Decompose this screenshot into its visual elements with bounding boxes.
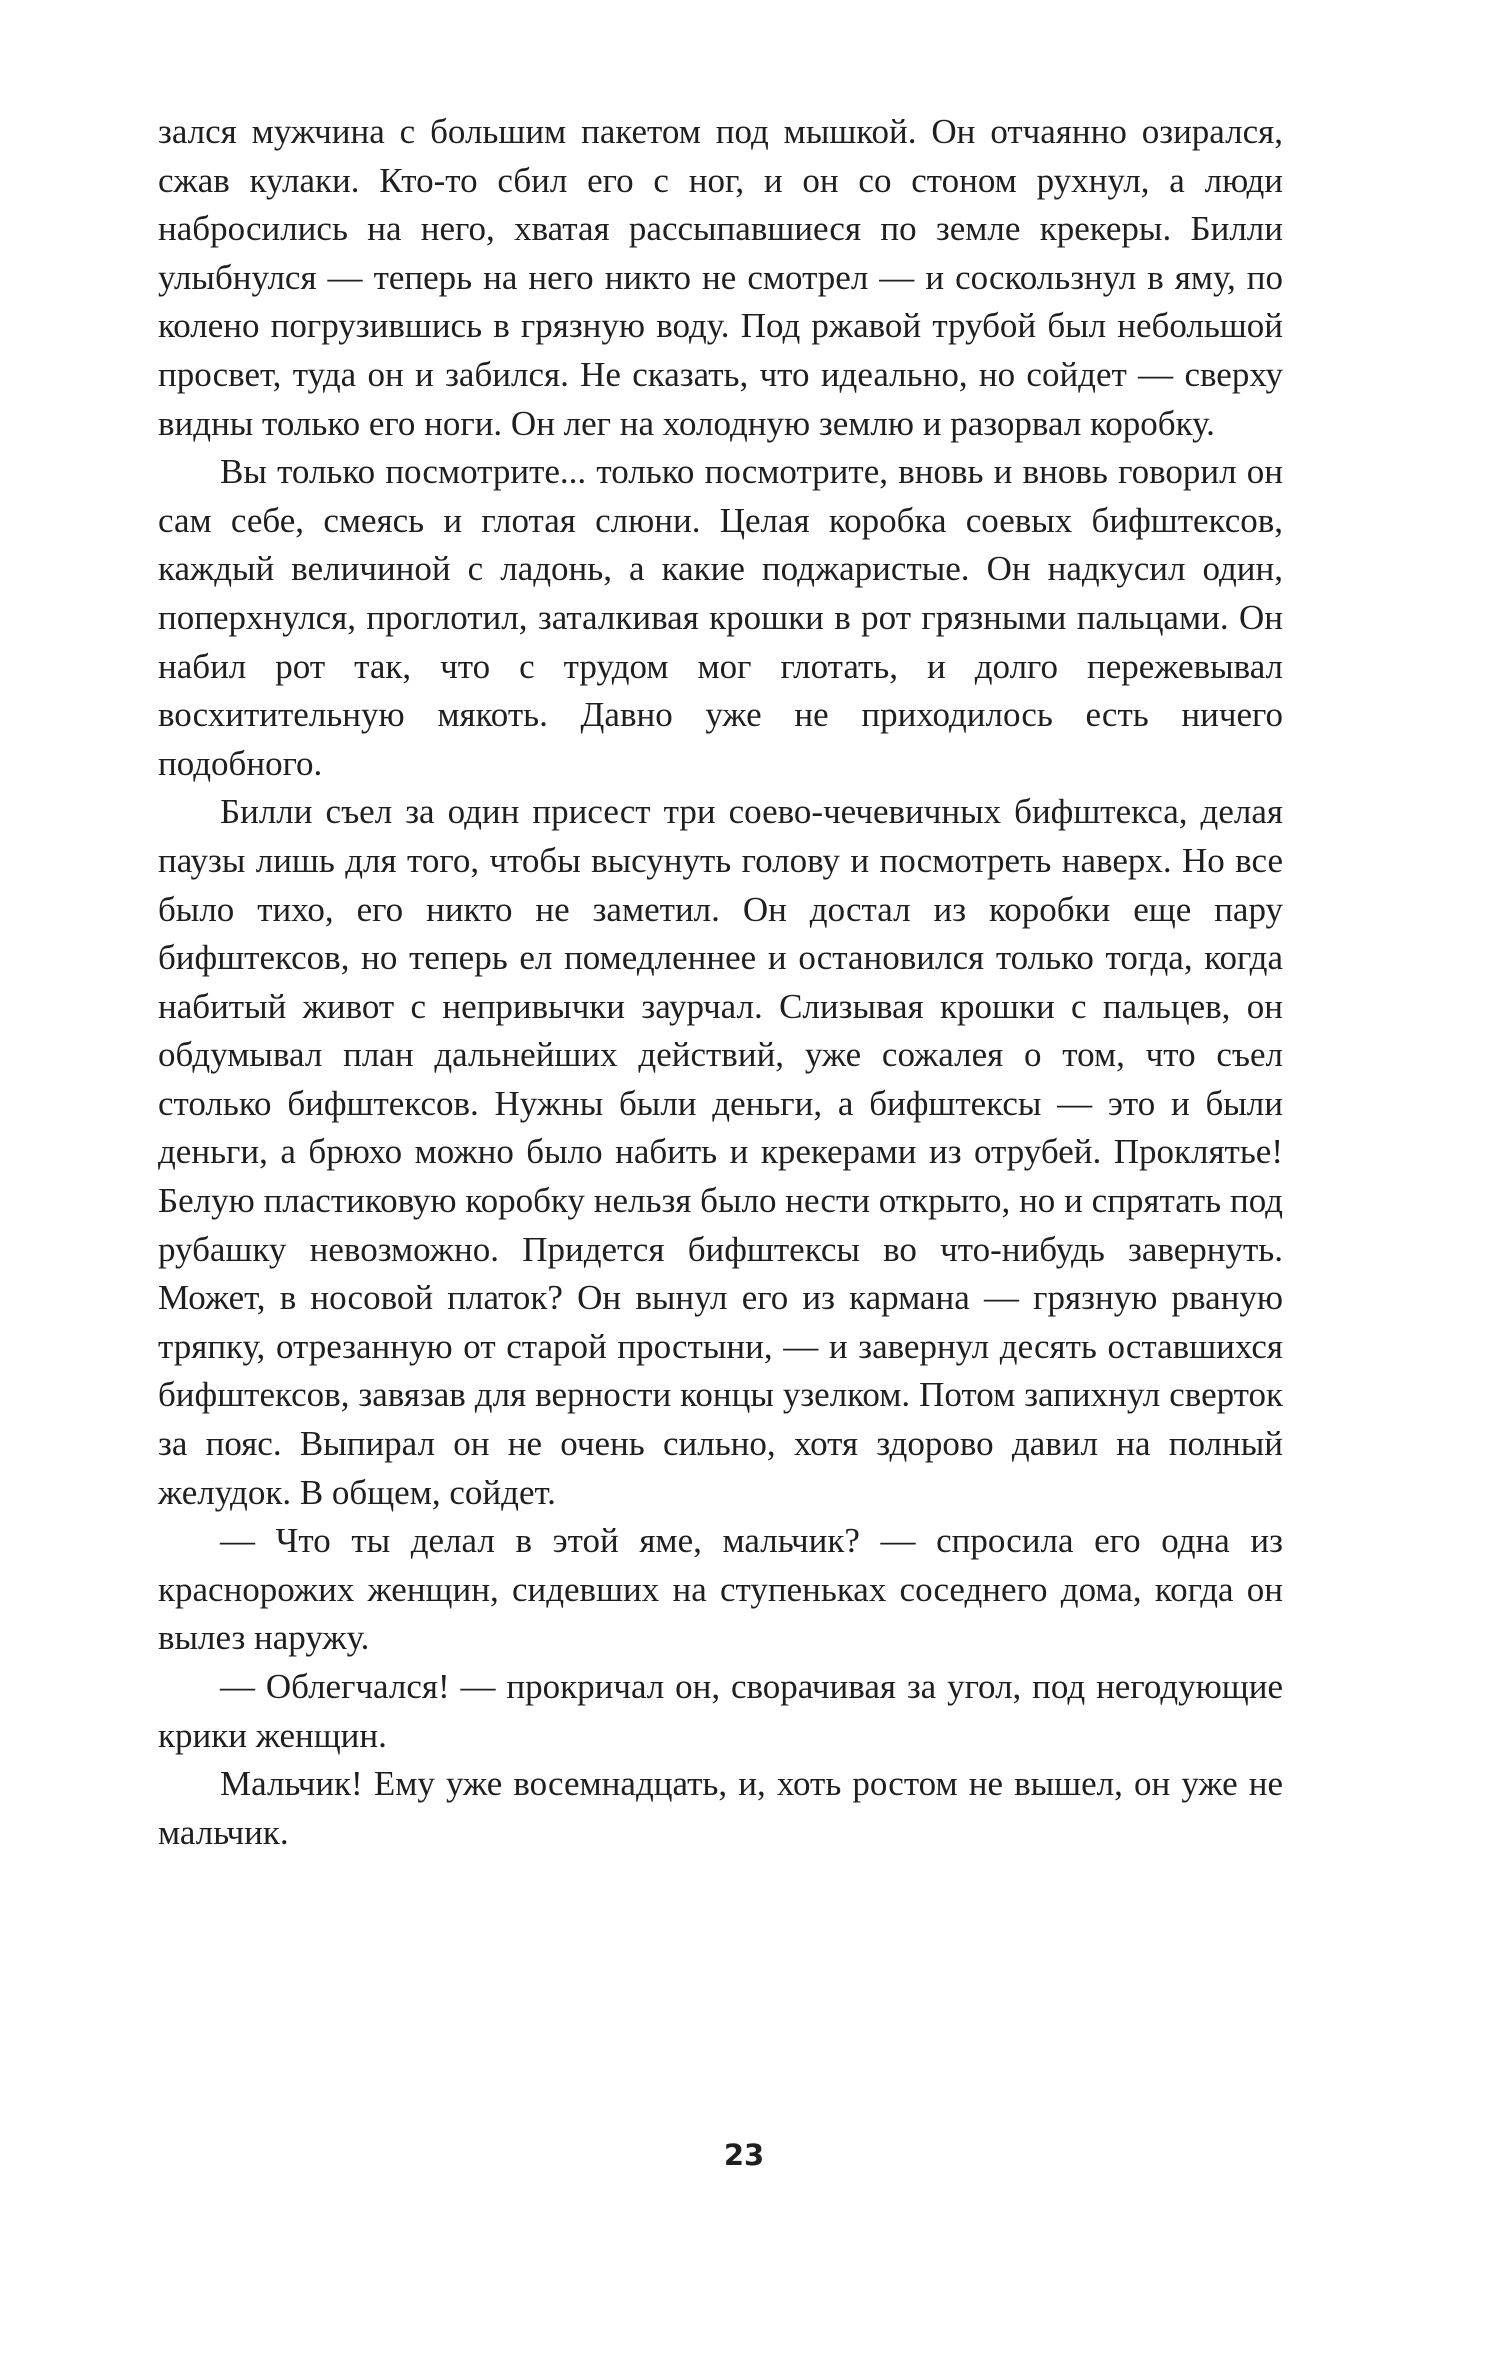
page-number: 23 — [723, 2138, 765, 2172]
paragraph-not-a-boy: Мальчик! Ему уже восемнадцать, и, хоть ростом не вышел, он уже не мальчик. — [158, 1764, 1283, 1852]
paragraph-billy-ate: Билли съел за один присест три соево-чечевичных бифштекса, делая паузы лишь для того, чтобы высунуть голову и посмотреть наверх. Но все было тихо, его никто не заметил. Он достал из коробки еще пару бифштексов, но теперь ел помедленнее и остановился только тогда, когда набитый живот с непривычки заурчал. Слизывая крошки с пальцев, он обдумывал план дальнейших действий, уже сожалея о том, что съел столько бифштексов. Нужны были деньги, а бифштексы — это и были деньги, а брюхо можно было набить и крекерами из отрубей. Проклятье! Белую пластиковую коробку нельзя было нести открыто, но и спрятать под рубашку невозможно. Придется бифштексы во что-нибудь завернуть. Может, в носовой платок? Он вынул его из кармана — грязную рваную тряпку, отрезанную от старой простыни, — и завернул десять оставшихся бифштексов, завязав для верности концы узелком. Потом запихнул сверток за пояс. Выпирал он не очень сильно, хотя здорово давил на полный желудок. В общем, сойдет. — [158, 792, 1283, 1512]
body-text — [158, 108, 1283, 1857]
paragraph-continuation: зался мужчина с большим пакетом под мышкой. Он отчаянно озирался, сжав кулаки. Кто-то сбил его с ног, и он со стоном рухнул, а люди набросились на него, хватая рассыпавшиеся по земле крекеры. Билли улыбнулся — теперь на него никто не смотрел — и соскользнул в яму, по колено погрузившись в грязную воду. Под ржавой трубой был небольшой просвет, туда он и забился. Не сказать, что идеально, но сойдет — сверху видны только его ноги. Он лег на холодную землю и разорвал коробку. — [158, 112, 1283, 443]
paragraph-dialogue-reply: — Облегчался! — прокричал он, сворачивая за угол, под негодующие крики женщин. — [158, 1667, 1283, 1755]
paragraph-soy-steaks: Вы только посмотрите... только посмотрите, вновь и вновь говорил он сам себе, смеясь и глотая слюни. Целая коробка соевых бифштексов, каждый величиной с ладонь, а какие поджаристые. Он надкусил один, поперхнулся, проглотил, заталкивая крошки в рот грязными пальцами. Он набил рот так, что с трудом мог глотать, и долго пережевывал восхитительную мякоть. Давно уже не приходилось есть ничего подобного. — [158, 452, 1283, 783]
paragraph-dialogue-woman: — Что ты делал в этой яме, мальчик? — спросила его одна из краснорожих женщин, сидевших на ступеньках соседнего дома, когда он вылез наружу. — [158, 1521, 1283, 1658]
